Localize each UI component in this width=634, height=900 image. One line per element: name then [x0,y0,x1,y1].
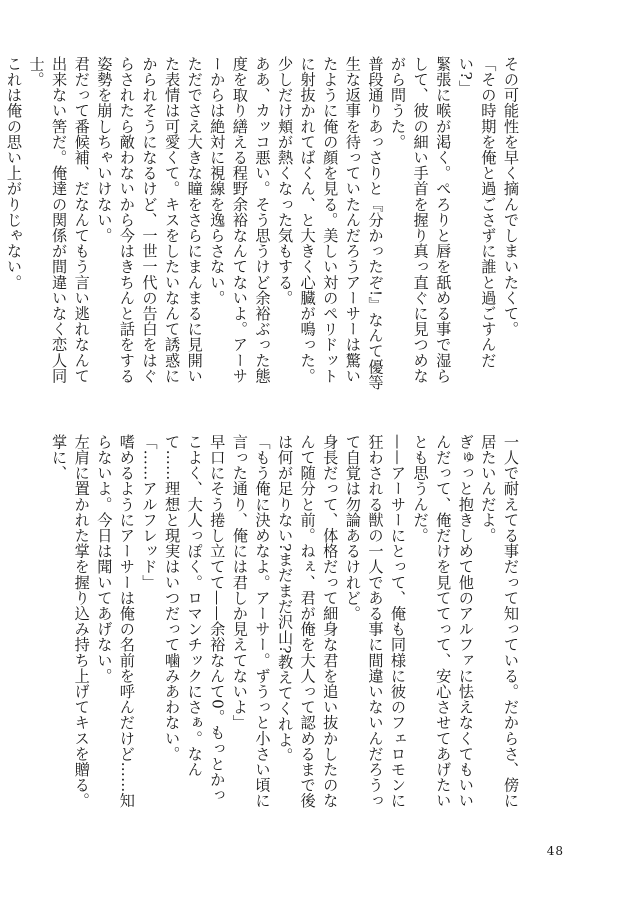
paragraph: これは俺の思い上がりじゃない。 [4,56,23,290]
paragraph: 一人で耐えてる事だって知っている。だからさ、傍に居たいんだよ。 [479,434,520,809]
paragraph: 早口にそう捲し立てて——余裕なんて0。もっとかっこよく、大人っぽく。ロマンチックにさぁ。なんて……理想と現実はいつだって噛みあわない。 [163,434,227,803]
paragraph: 君だって番候補、だなんてもう言い逃れなんて出来ない筈だ。俺達の関係が間違いなく恋人同士。 [27,56,91,384]
paragraph: 左肩に置かれた掌を握り込み持ち上げてキスを贈る。掌に、 [50,434,91,809]
text-block-lower [48,434,522,812]
text-block-upper [0,56,522,394]
paragraph: 「もう俺に決めなよ。アーサー。ずうっと小さい頃に言った通り、俺には君しか見えてないよ」 [230,434,272,809]
paragraph: 緊張に喉が渇く。ぺろりと唇を舐める事で湿らして、彼の細い手首を握り真っ直ぐに見つめながら問うた。 [389,56,453,384]
paragraph: ——アーサーにとって、俺も同様に彼のフェロモンに狂わされる獣の一人である事に間違いないんだろうって自覚は勿論あるけれど。 [343,434,408,809]
paragraph: 嗜めるようにアーサーは俺の名前を呼んだけど……知らないよ。今日は聞いてあげない。 [95,434,136,809]
paragraph: 「……アルフレッド」 [140,434,159,590]
paragraph: その可能性を早く摘んでしまいたくて。 [502,56,520,337]
page-number: 48 [546,844,564,858]
paragraph: ただでさえ大きな瞳をさらにまんまるに見開いた表情は可愛くて。キスをしたいなんて誘惑にかられそうになるけど、一世一代の告白をはぐらされたら敵わないから今はきちんと話をする姿勢を崩しちゃいけない。 [95,56,204,384]
paragraph: ああ、カッコ悪い。そう思うけど余裕ぶった態度を取り繕える程野余裕なんてないよ。アーサーからは絶対に視線を逸らさない。 [208,56,272,384]
paragraph: 身長だって、体格だって細身な君を追い抜かしたのなんて随分と前。ねぇ、君が俺を大人って認めるまで後は何が足りない?まだまだ沢山?教えてくれよ。 [276,434,340,809]
paragraph: 普段通りあっさりと『分かったぞ!』なんて優等生な返事を待っていたんだろうアーサーは驚いたように俺の顔を見る。美しい対のペリドットに射抜かれてばくん、と大きく心臓が鳴った。少しだけ頬が熱くなった気もする。 [276,56,385,391]
paragraph: ぎゅっと抱きしめて他のアルファに怯えなくてもいいんだって、俺だけを見ててって、安心させてあげたいとも思うんだ。 [411,434,475,809]
paragraph [0,56,2,394]
paragraph: 「その時期を俺と過ごさずに誰と過ごすんだい?」 [456,56,498,368]
